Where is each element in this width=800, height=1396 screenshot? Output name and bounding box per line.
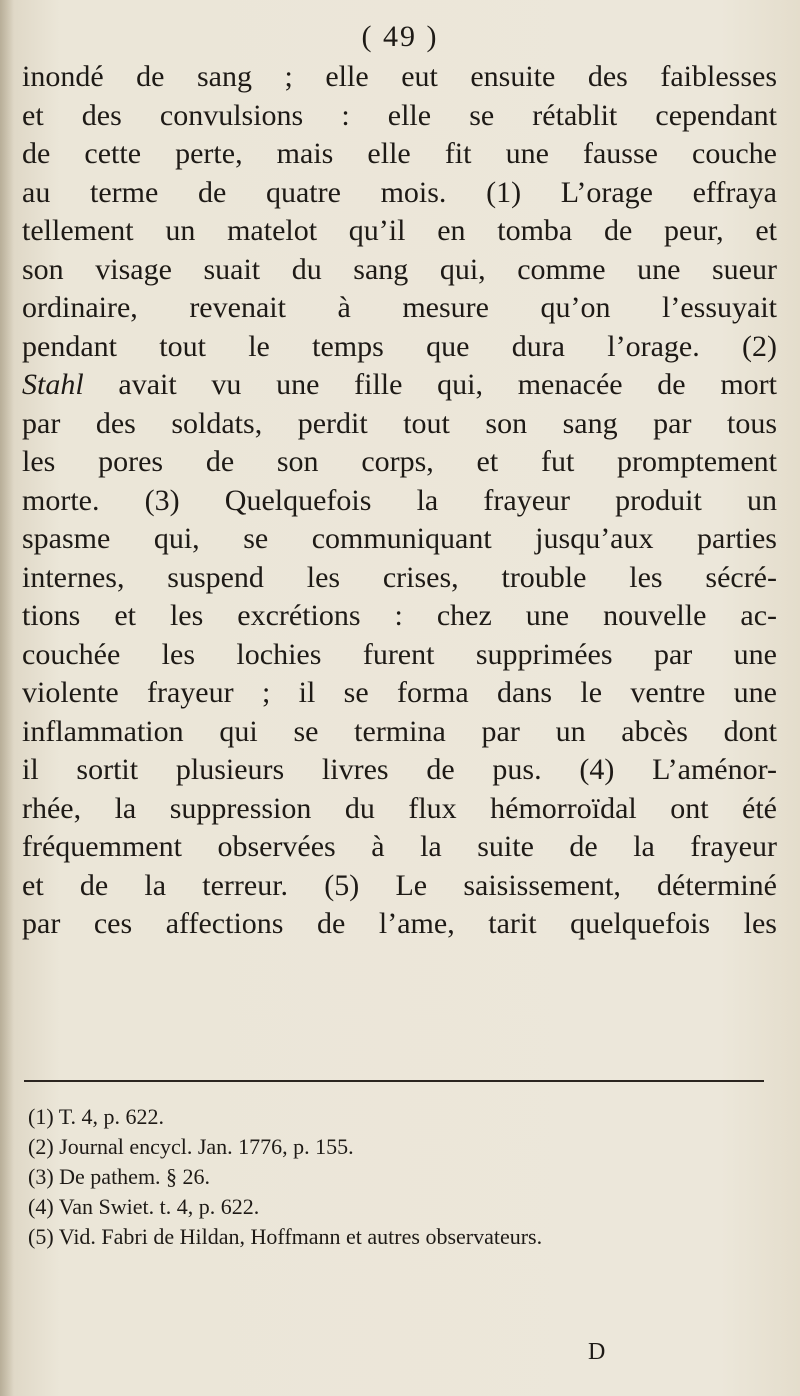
text-line: couchée les lochies furent supprimées par une <box>22 637 777 671</box>
text-line: et de la terreur. (5) Le saisissement, déterminé <box>22 868 777 902</box>
text-line: tellement un matelot qu’il en tomba de peur, et <box>22 214 777 247</box>
text-line: ordinaire, revenait à mesure qu’on l’essuyait <box>22 291 777 324</box>
text-line: fréquemment observées à la suite de la frayeur <box>22 830 777 863</box>
page-number: ( 49 ) <box>361 20 439 53</box>
text-line: internes, suspend les crises, trouble les sécré- <box>22 560 777 594</box>
text-line: par des soldats, perdit tout son sang par tous <box>22 406 777 440</box>
text-line: et des convulsions : elle se rétablit cependant <box>22 98 777 132</box>
footnote: (3) De pathem. § 26. <box>28 1164 211 1189</box>
footnote: (5) Vid. Fabri de Hildan, Hoffmann et autres observateurs. <box>28 1224 543 1249</box>
text-line: pendant tout le temps que dura l’orage. (2) <box>22 329 777 363</box>
text-line: par ces affections de l’ame, tarit quelquefois les <box>22 907 777 940</box>
footnotes <box>28 1102 768 1252</box>
text-line: inondé de sang ; elle eut ensuite des faiblesses <box>22 60 777 93</box>
text-line: morte. (3) Quelquefois la frayeur produit un <box>22 483 777 517</box>
text-line: spasme qui, se communiquant jusqu’aux parties <box>22 522 777 555</box>
footnote-divider <box>24 1080 764 1082</box>
author-name: Stahl <box>22 368 84 401</box>
text-line: de cette perte, mais elle fit une fausse couche <box>22 137 777 170</box>
page-spine-shadow <box>0 0 14 1396</box>
footnote: (2) Journal encycl. Jan. 1776, p. 155. <box>28 1134 354 1159</box>
text-line: au terme de quatre mois. (1) L’orage effraya <box>22 175 777 209</box>
text-line: Stahl avait vu une fille qui, menacée de mort <box>22 368 777 401</box>
text-line: son visage suait du sang qui, comme une sueur <box>22 252 777 286</box>
text-line: tions et les excrétions : chez une nouvelle ac- <box>22 599 777 632</box>
text-line: inflammation qui se termina par un abcès dont <box>22 714 777 748</box>
signature-mark: D <box>588 1339 606 1365</box>
text-line: il sortit plusieurs livres de pus. (4) L’aménor- <box>22 753 777 786</box>
text-line: rhée, la suppression du flux hémorroïdal ont été <box>22 791 777 825</box>
footnote: (1) T. 4, p. 622. <box>28 1104 165 1129</box>
text-line: les pores de son corps, et fut promptement <box>22 445 777 478</box>
text-line: violente frayeur ; il se forma dans le ventre une <box>22 676 777 709</box>
footnote: (4) Van Swiet. t. 4, p. 622. <box>28 1194 260 1219</box>
body-text <box>22 58 777 944</box>
